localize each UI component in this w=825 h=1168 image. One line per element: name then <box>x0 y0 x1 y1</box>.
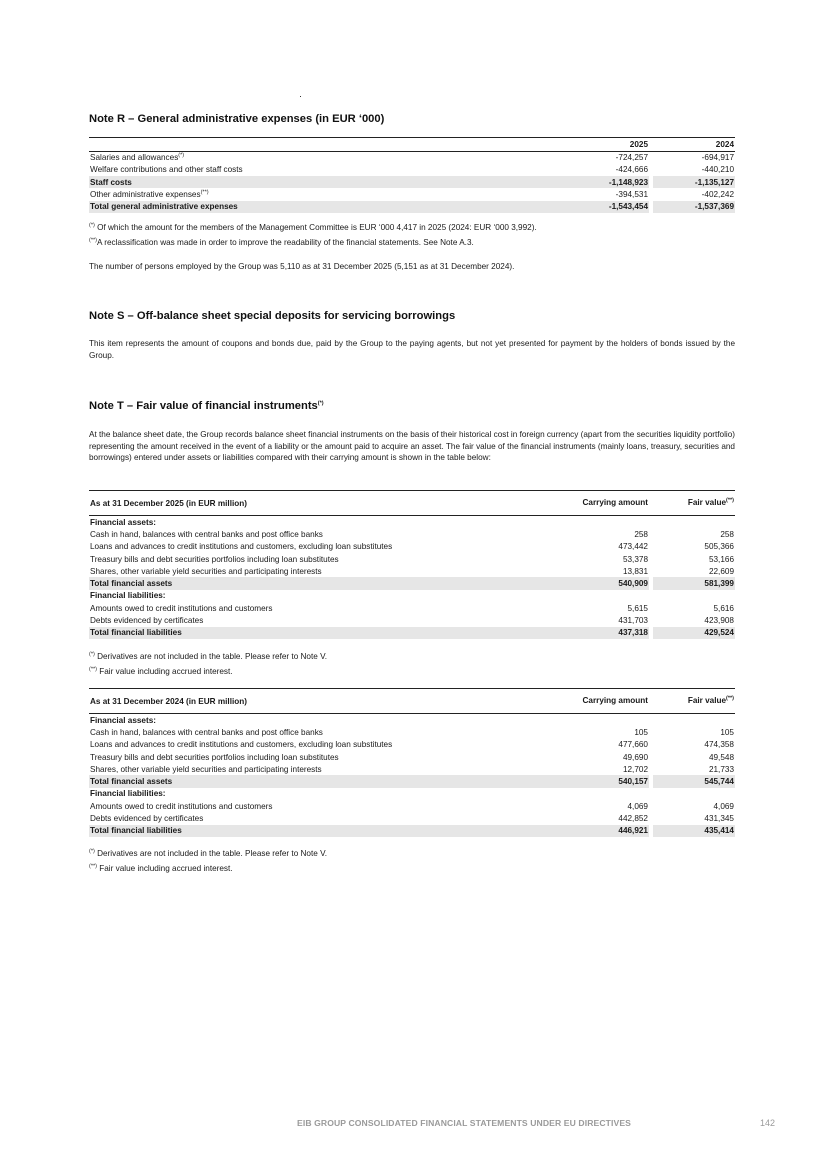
row-value-2025: -394,531 <box>615 190 648 200</box>
row-carrying: 540,909 <box>569 577 649 589</box>
note-r-col-2025: 2025 <box>569 138 649 152</box>
table-header-row <box>89 689 735 714</box>
fair-value-table-2024 <box>89 688 735 837</box>
footnote-marker: (**) <box>200 189 209 196</box>
footnote-marker: (**) <box>89 237 97 244</box>
row-label: Shares, other variable yield securities and participating interests <box>90 566 322 576</box>
row-value-2025: -424,666 <box>615 165 648 175</box>
note-r-title: Note R – General administrative expenses (in EUR ‘000) <box>89 113 385 125</box>
col-fair-value <box>653 689 735 714</box>
note-t-title <box>89 400 324 412</box>
page-footer: EIB GROUP CONSOLIDATED FINANCIAL STATEMENTS UNDER EU DIRECTIVES <box>297 1118 631 1128</box>
row-value-2024: -694,917 <box>701 153 734 163</box>
table-row <box>89 188 735 200</box>
footnote-marker: (*) <box>89 222 95 229</box>
section-label: Financial liabilities: <box>90 789 166 799</box>
row-value-2024: -1,135,127 <box>653 176 735 188</box>
row-fair: 435,414 <box>653 825 735 837</box>
row-carrying: 446,921 <box>569 825 649 837</box>
row-label: Total financial liabilities <box>89 825 569 837</box>
col-fair-value <box>653 491 735 516</box>
table-2025-footnote-2 <box>89 666 233 677</box>
row-fair: 49,548 <box>708 752 734 762</box>
table-heading: As at 31 December 2024 (in EUR million) <box>89 689 569 714</box>
col-fair-value-label: Fair value <box>687 696 727 705</box>
row-value-2025: -1,543,454 <box>569 201 649 213</box>
row-fair: 21,733 <box>708 764 734 774</box>
row-value-2024: -1,537,369 <box>653 201 735 213</box>
footnote-marker: (*) <box>89 848 95 855</box>
row-fair: 545,744 <box>653 775 735 787</box>
row-carrying: 105 <box>634 727 648 737</box>
note-r-footnote-2 <box>89 237 474 248</box>
table-row <box>89 614 735 626</box>
row-carrying: 258 <box>634 529 648 539</box>
row-fair: 431,345 <box>704 814 734 824</box>
row-label: Treasury bills and debt securities portfolios including loan substitutes <box>90 554 339 564</box>
table-row <box>89 602 735 614</box>
row-fair: 22,609 <box>708 566 734 576</box>
row-fair: 505,366 <box>704 542 734 552</box>
table-header-row <box>89 491 735 516</box>
row-value-2024: -402,242 <box>701 190 734 200</box>
row-label: Salaries and allowances <box>90 153 179 163</box>
row-fair: 429,524 <box>653 627 735 639</box>
col-fair-value-label: Fair value <box>687 498 727 507</box>
table-2025-footnote-1 <box>89 651 327 662</box>
table-row <box>89 751 735 763</box>
table-row <box>89 565 735 577</box>
table-row <box>89 763 735 775</box>
col-carrying-amount: Carrying amount <box>569 491 649 516</box>
footnote-marker: (**) <box>726 695 734 702</box>
row-fair: 105 <box>720 727 734 737</box>
footnote-text: A reclassification was made in order to improve the readability of the financial statements. See Note A.3. <box>96 238 474 247</box>
row-label: Amounts owed to credit institutions and customers <box>90 603 273 613</box>
table-row <box>89 726 735 738</box>
table-row <box>89 739 735 751</box>
table-row <box>89 800 735 812</box>
note-t-text: At the balance sheet date, the Group records balance sheet financial instruments on the basis of their historical cost in foreign currency (apart from the securities liquidity portfolio) representing the amount received in the event of a liability or the amount paid to acquire an asset. The fair value of the financial instruments (mainly loans, treasury, securities and borrowings) entered under assets or liabilities compared with their carrying amount is shown in the table below: <box>89 430 735 462</box>
row-value-2025: -724,257 <box>615 153 648 163</box>
stray-dot <box>300 96 301 97</box>
row-label: Cash in hand, balances with central banks and post office banks <box>90 529 323 539</box>
row-carrying: 13,831 <box>622 566 648 576</box>
table-row <box>89 164 735 176</box>
footnote-marker: (**) <box>89 666 97 673</box>
footnote-marker: (*) <box>317 400 324 407</box>
note-s-title: Note S – Off-balance sheet special deposits for servicing borrowings <box>89 310 456 322</box>
fair-value-table-2025 <box>89 490 735 639</box>
row-carrying: 477,660 <box>618 740 648 750</box>
table-row-subtotal <box>89 176 735 188</box>
row-label: Shares, other variable yield securities and participating interests <box>90 764 322 774</box>
table-row-total <box>89 627 735 639</box>
row-label: Other administrative expenses <box>90 190 201 200</box>
row-fair: 581,399 <box>653 577 735 589</box>
row-value-2025: -1,148,923 <box>569 176 649 188</box>
note-t-title-text: Note T – Fair value of financial instruments <box>89 400 318 412</box>
row-label: Loans and advances to credit institutions and customers, excluding loan substitutes <box>90 740 393 750</box>
footnote-text: Derivatives are not included in the table. Please refer to Note V. <box>94 652 328 661</box>
table-row <box>89 528 735 540</box>
row-carrying: 4,069 <box>627 801 648 811</box>
table-heading: As at 31 December 2025 (in EUR million) <box>89 491 569 516</box>
row-fair: 474,358 <box>704 740 734 750</box>
row-label: Amounts owed to credit institutions and customers <box>90 801 273 811</box>
footnote-text: Of which the amount for the members of the Management Committee is EUR ‘000 4,417 in 2025 (2024: EUR ‘000 3,992). <box>94 223 537 232</box>
footnote-marker: (**) <box>726 497 734 504</box>
table-row <box>89 151 735 164</box>
row-carrying: 49,690 <box>622 752 648 762</box>
table-row-total <box>89 775 735 787</box>
table-row-total <box>89 825 735 837</box>
row-label: Debts evidenced by certificates <box>90 616 204 626</box>
table-row <box>89 541 735 553</box>
row-carrying: 437,318 <box>569 627 649 639</box>
row-label: Debts evidenced by certificates <box>90 814 204 824</box>
row-carrying: 540,157 <box>569 775 649 787</box>
table-2024-footnote-1 <box>89 848 327 859</box>
section-label-row <box>89 516 735 529</box>
table-row-total <box>89 201 735 213</box>
row-label: Cash in hand, balances with central banks and post office banks <box>90 727 323 737</box>
row-label: Welfare contributions and other staff costs <box>90 165 243 175</box>
note-r-header-row <box>89 138 735 152</box>
note-r-table <box>89 137 735 213</box>
row-label: Total financial assets <box>89 775 569 787</box>
footnote-marker: (*) <box>89 651 95 658</box>
row-fair: 5,616 <box>713 603 734 613</box>
row-label: Total financial liabilities <box>89 627 569 639</box>
section-label: Financial liabilities: <box>90 591 166 601</box>
section-label-row <box>89 714 735 727</box>
page-number: 142 <box>760 1118 776 1128</box>
note-r-footnote-1 <box>89 222 537 233</box>
section-label: Financial assets: <box>90 517 156 527</box>
footnote-text: Fair value including accrued interest. <box>96 864 233 873</box>
table-row <box>89 812 735 824</box>
row-carrying: 431,703 <box>618 616 648 626</box>
row-fair: 4,069 <box>713 801 734 811</box>
row-carrying: 12,702 <box>622 764 648 774</box>
note-r-persons: The number of persons employed by the Group was 5,110 as at 31 December 2025 (5,151 as at 31 December 2024). <box>89 262 515 271</box>
note-s-text: This item represents the amount of coupons and bonds due, paid by the Group to the paying agents, but not yet presented for payment by the holders of bonds issued by the Group. <box>89 339 735 360</box>
row-carrying: 473,442 <box>618 542 648 552</box>
row-carrying: 5,615 <box>627 603 648 613</box>
footnote-text: Fair value including accrued interest. <box>96 667 233 676</box>
footnote-text: Derivatives are not included in the table. Please refer to Note V. <box>94 849 328 858</box>
table-row-total <box>89 577 735 589</box>
row-label: Total general administrative expenses <box>89 201 569 213</box>
note-r-col-2024: 2024 <box>653 138 735 152</box>
row-label: Loans and advances to credit institutions and customers, excluding loan substitutes <box>90 542 393 552</box>
section-label: Financial assets: <box>90 715 156 725</box>
table-row <box>89 553 735 565</box>
row-carrying: 442,852 <box>618 814 648 824</box>
row-label: Staff costs <box>89 176 569 188</box>
footnote-marker: (*) <box>178 152 185 159</box>
footnote-marker: (**) <box>89 863 97 870</box>
col-carrying-amount: Carrying amount <box>569 689 649 714</box>
row-fair: 423,908 <box>704 616 734 626</box>
table-2024-footnote-2 <box>89 863 233 874</box>
row-value-2024: -440,210 <box>701 165 734 175</box>
row-label: Treasury bills and debt securities portfolios including loan substitutes <box>90 752 339 762</box>
row-label: Total financial assets <box>89 577 569 589</box>
row-fair: 258 <box>720 529 734 539</box>
row-fair: 53,166 <box>708 554 734 564</box>
section-label-row <box>89 590 735 602</box>
section-label-row <box>89 788 735 800</box>
row-carrying: 53,378 <box>622 554 648 564</box>
